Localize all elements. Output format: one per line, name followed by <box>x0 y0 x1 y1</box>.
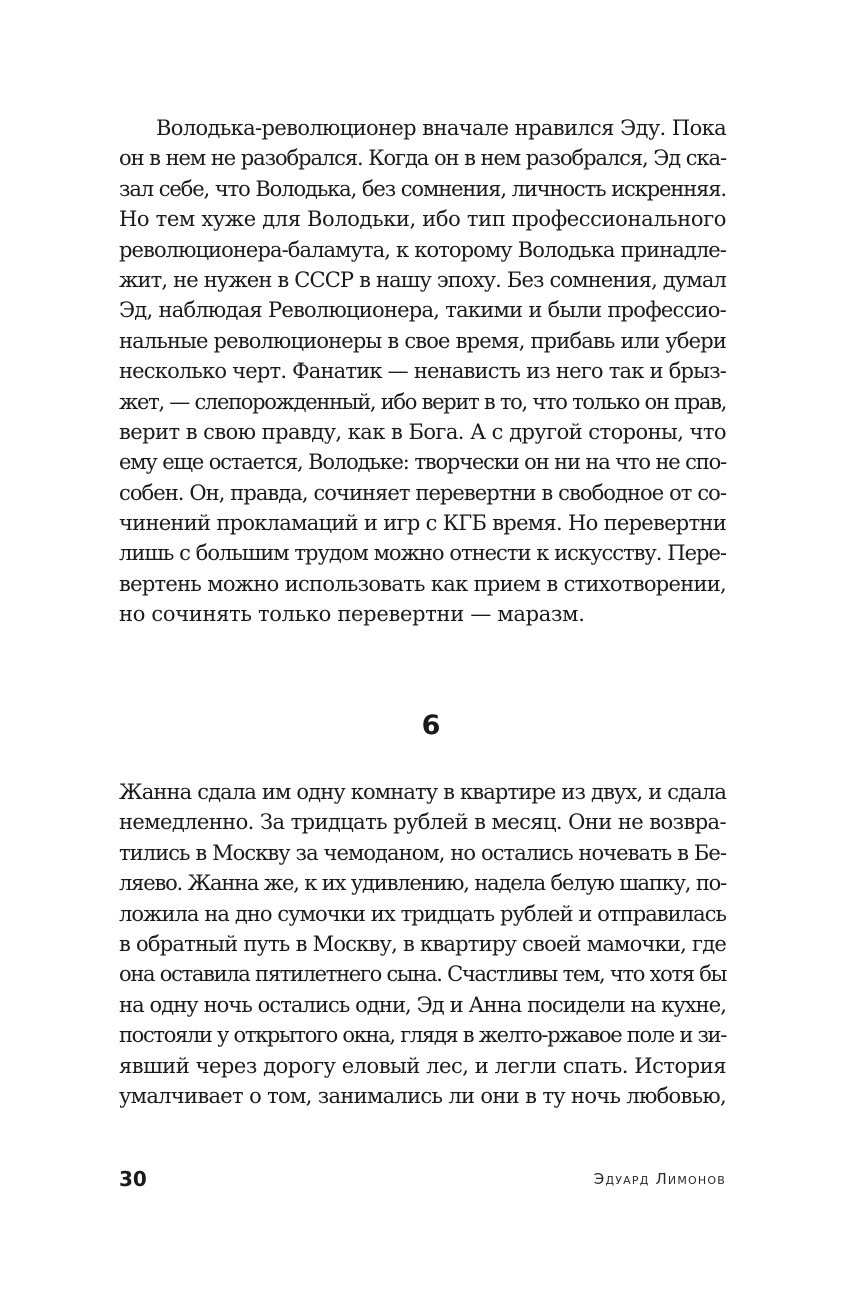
text-line: немедленно. За тридцать рублей в месяц. Они не возвра- <box>119 810 726 835</box>
text-line: он в нем не разобрался. Когда он в нем разобрался, Эд ска- <box>119 146 726 171</box>
text-line: собен. Он, правда, сочиняет перевертни в свободное от со- <box>119 480 726 505</box>
text-line: Эд, наблюдая Революционера, такими и были профессио- <box>119 298 726 323</box>
text-line: нальные революционеры в свое время, прибавь или убери <box>119 328 726 353</box>
text-line: Володька-революционер вначале нравился Эду. Пока <box>156 116 726 140</box>
text-line: но сочинять только перевертни — маразм. <box>119 602 585 627</box>
text-line: ляево. Жанна же, к их удивлению, надела белую шапку, по- <box>119 871 726 896</box>
text-line: она оставила пятилетнего сына. Счастливы тем, что хотя бы <box>119 962 726 987</box>
text-line: тились в Москву за чемоданом, но остались ночевать в Бе- <box>119 840 726 865</box>
paragraph-zhanna <box>119 777 726 1111</box>
text-line: лишь с большим трудом можно отнести к искусству. Пере- <box>119 541 726 566</box>
text-line: Жанна сдала им одну комнату в квартире из двух, и сдала <box>119 780 726 804</box>
text-line: революционера-баламута, к которому Володька принадле- <box>119 237 726 262</box>
text-line: на одну ночь остались одни, Эд и Анна посидели на кухне, <box>119 992 726 1017</box>
text-line: верит в свою правду, как в Бога. А с другой стороны, что <box>119 419 726 444</box>
chapter-number: 6 <box>421 710 441 741</box>
paragraph-volodka <box>119 113 726 630</box>
running-author: Эдуард Лимонов <box>593 1170 726 1188</box>
text-line: чинений прокламаций и игр с КГБ время. Но перевертни <box>119 511 726 536</box>
text-line: умалчивает о том, занимались ли они в ту ночь любовью, <box>119 1083 726 1108</box>
text-line: жет, — слепорожденный, ибо верит в то, что только он прав, <box>119 389 726 414</box>
text-line: в обратный путь в Москву, в квартиру своей мамочки, где <box>119 931 726 956</box>
text-line: вертень можно использовать как прием в стихотворении, <box>119 571 726 596</box>
text-line: зал себе, что Володька, без сомнения, личность искренняя. <box>119 176 726 201</box>
text-line: несколько черт. Фанатик — ненависть из него так и брыз- <box>119 359 726 384</box>
page-footer <box>119 1163 726 1195</box>
text-line: постояли у открытого окна, глядя в желто-ржавое поле и зи- <box>119 1023 726 1048</box>
text-line: ему еще остается, Володьке: творчески он ни на что не спо- <box>119 450 726 475</box>
text-line: жит, не нужен в СССР в нашу эпоху. Без сомнения, думал <box>119 267 726 292</box>
page-number: 30 <box>119 1167 147 1191</box>
text-line: Но тем хуже для Володьки, ибо тип профессионального <box>119 207 726 232</box>
text-line: явший через дорогу еловый лес, и легли спать. История <box>119 1053 726 1078</box>
text-line: ложила на дно сумочки их тридцать рублей и отправилась <box>119 901 726 926</box>
